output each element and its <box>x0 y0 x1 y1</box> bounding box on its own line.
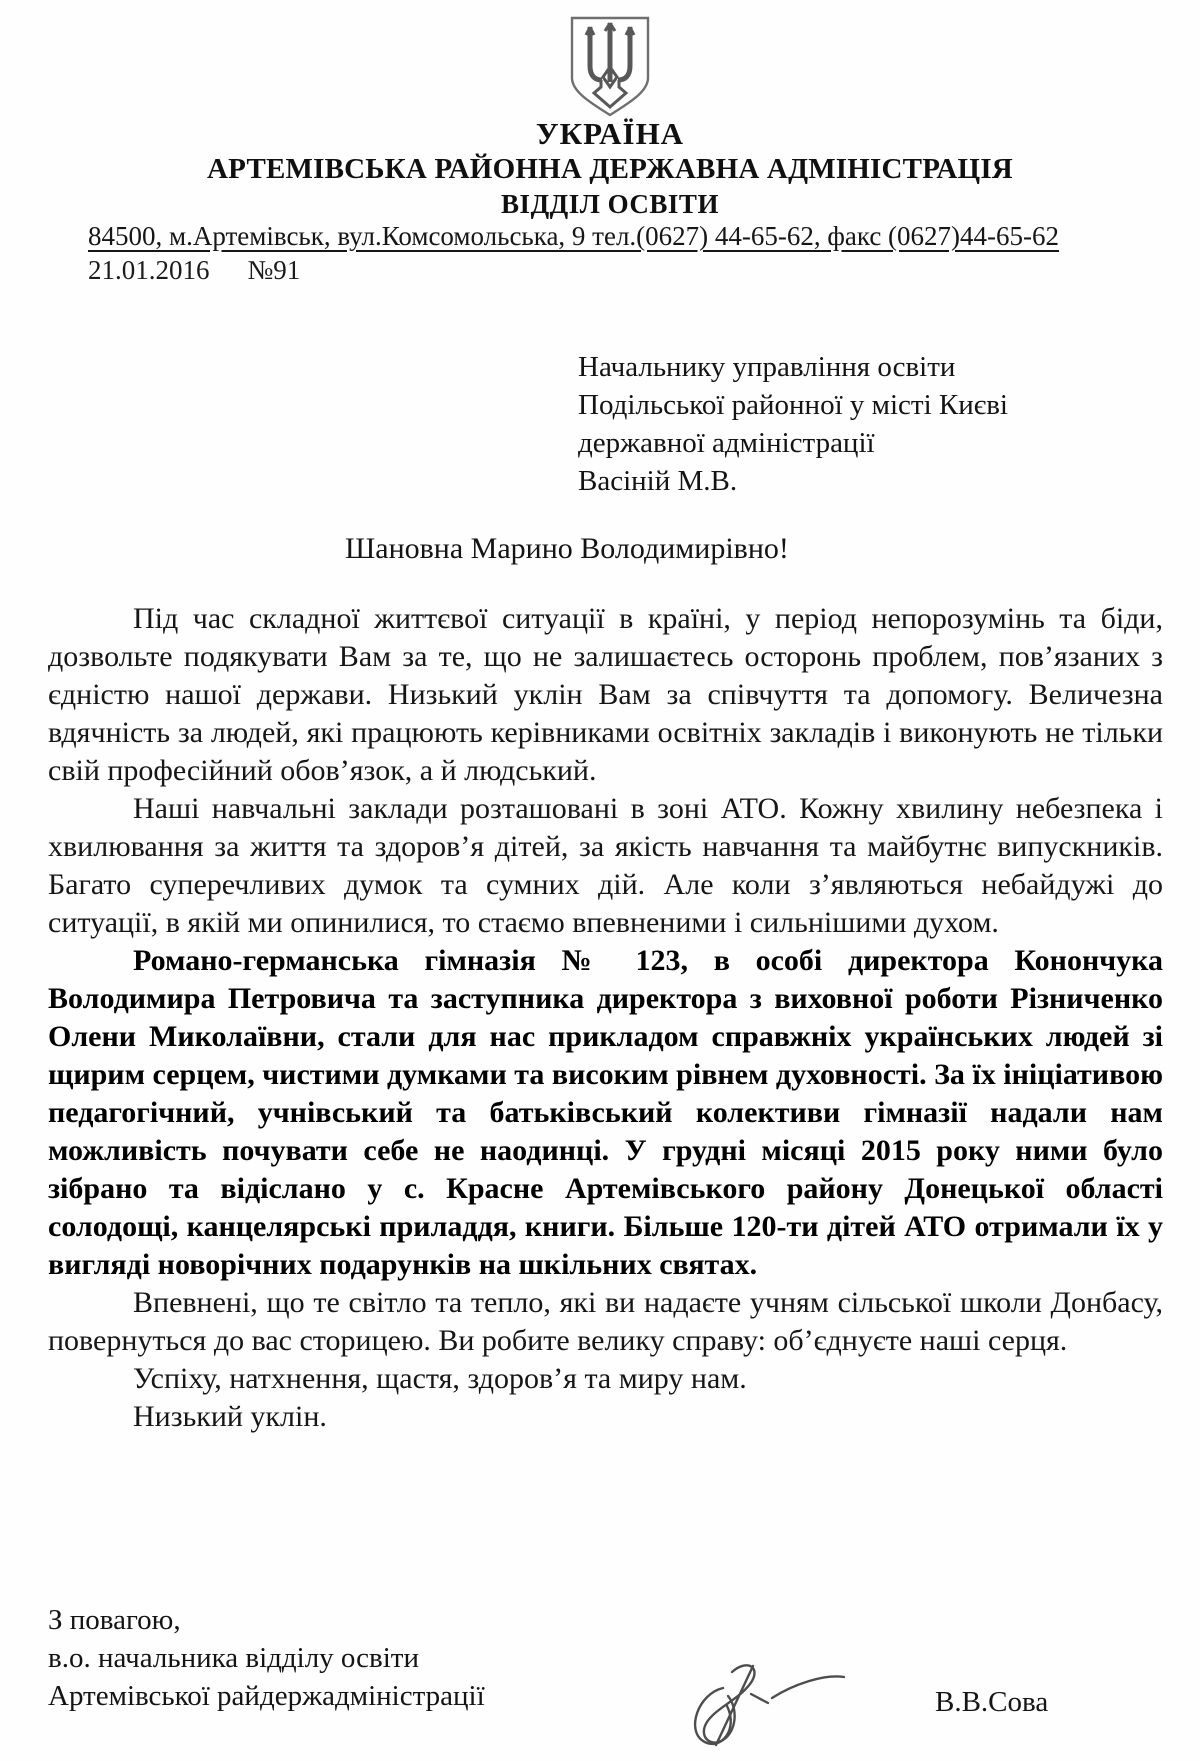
ukraine-coat-of-arms-icon <box>565 14 655 118</box>
closing-phrase: З повагою, <box>48 1604 181 1636</box>
letter-number: №91 <box>247 255 301 285</box>
letterhead-department: ВІДДІЛ ОСВІТИ <box>501 189 719 219</box>
recipient-line: державної адміністрації <box>578 427 875 459</box>
paragraph-bold: Романо-германська гімназія № 123, в особі директора Конончука Володимира Петровича та заступника директора з виховної роботи Різниченко Олени Миколаївни, стали для нас прикладом справжніх українських людей зі щирим серцем, чистими думками та високим рівнем духовності. За їх ініціативою педагогічний, учнівський та батьківський колективи гімназії надали нам можливість почувати себе не наодинці. У грудні місяці 2015 року ними було зібрано та відіслано у с. Красне Артемівського району Донецької області солодощі, канцелярські приладдя, книги. Більше 120-ти дітей АТО отримали їх у вигляді новорічних подарунків на шкільних святах. <box>48 944 1163 1281</box>
recipient-line: Начальнику управління освіти <box>578 351 956 383</box>
paragraph: Наші навчальні заклади розташовані в зоні АТО. Кожну хвилину небезпека і хвилювання за життя та здоров’я дітей, за якість навчання та майбутнє випускників. Багато суперечливих думок та сумних дій. Але коли з’являються небайдужі до ситуації, в якій ми опинилися, то стаємо впевненими і сильнішими духом. <box>48 792 1163 939</box>
paragraph: Успіху, натхнення, щастя, здоров’я та миру нам. <box>133 1362 747 1395</box>
salutation: Шановна Марино Володимирівно! <box>345 532 789 565</box>
letter-body <box>48 600 1163 1436</box>
letterhead-address: 84500, м.Артемівськ, вул.Комсомольська, 9 тел.(0627) 44-65-62, факс (0627)44-65-62 <box>88 221 1060 251</box>
letterhead-organization: АРТЕМІВСЬКА РАЙОННА ДЕРЖАВНА АДМІНІСТРАЦІЯ <box>207 153 1013 185</box>
signatory-title: Артемівської райдержадміністрації <box>48 1680 485 1712</box>
recipient-block <box>578 348 1008 500</box>
recipient-line: Подільської районної у місті Києві <box>578 389 1008 421</box>
letter-date: 21.01.2016 <box>88 255 210 285</box>
paragraph: Низький уклін. <box>133 1400 327 1433</box>
date-and-number-line <box>88 255 300 286</box>
recipient-line: Васіній М.В. <box>578 465 738 497</box>
signatory-title: в.о. начальника відділу освіти <box>48 1642 419 1674</box>
paragraph: Впевнені, що те світло та тепло, які ви надаєте учням сільської школи Донбасу, повернуться до вас сторицею. Ви робите велику справу: об’єднуєте наші серця. <box>48 1286 1163 1357</box>
closing-block <box>48 1601 485 1715</box>
handwritten-signature-icon <box>676 1650 858 1756</box>
letterhead-country: УКРАЇНА <box>535 116 685 151</box>
paragraph: Під час складної життєвої ситуації в країні, у період непорозумінь та біди, дозвольте подякувати Вам за те, що не залишаєтесь осторонь проблем, пов’язаних з єдністю нашої держави. Низький уклін Вам за співчуття та допомогу. Величезна вдячність за людей, які працюють керівниками освітніх закладів і виконують не тільки свій професійний обов’язок, а й людський. <box>48 602 1163 787</box>
signatory-name: В.В.Сова <box>935 1686 1049 1718</box>
